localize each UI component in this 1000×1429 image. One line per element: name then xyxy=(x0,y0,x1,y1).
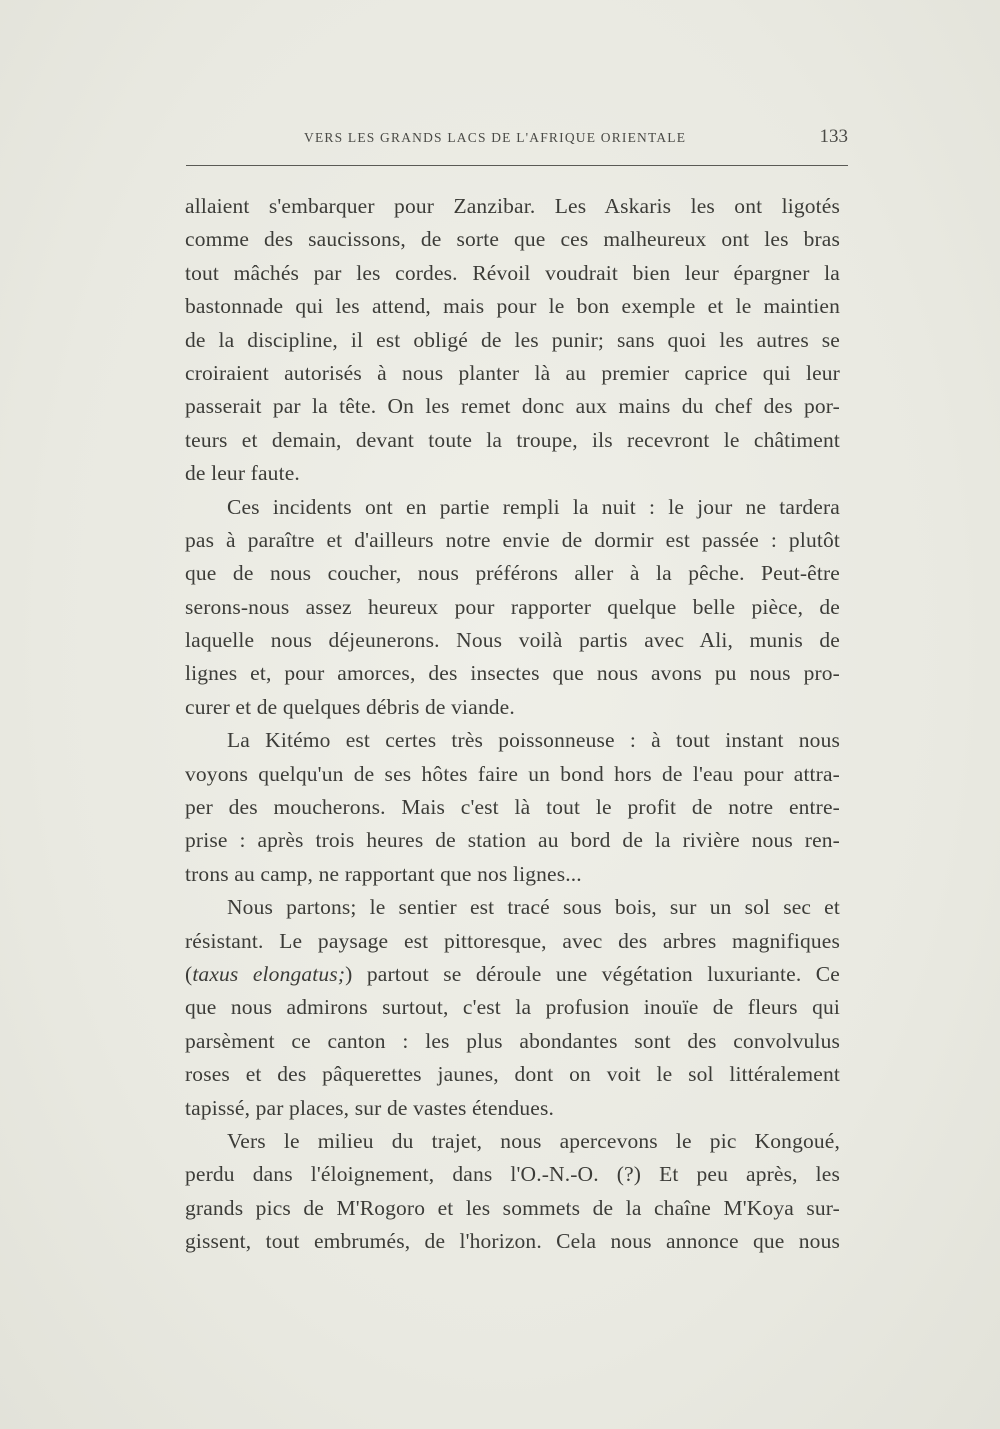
text-line: que de nous coucher, nous préférons aller à la pêche. Peut-être xyxy=(185,561,840,586)
text-line: laquelle nous déjeunerons. Nous voilà partis avec Ali, munis de xyxy=(185,628,840,653)
running-title: VERS LES GRANDS LACS DE L'AFRIQUE ORIENTALE xyxy=(304,130,687,145)
text-line: Nous partons; le sentier est tracé sous bois, sur un sol sec et xyxy=(227,895,840,920)
paragraph-5 xyxy=(185,1125,840,1259)
text-line: passerait par la tête. On les remet donc aux mains du chef des por- xyxy=(185,394,840,419)
text-line: résistant. Le paysage est pittoresque, avec des arbres magnifiques xyxy=(185,928,840,953)
header-rule xyxy=(186,165,848,166)
open-paren: ( xyxy=(185,961,193,986)
text-line: Ces incidents ont en partie rempli la nuit : le jour ne tardera xyxy=(227,494,840,519)
text-line: tout mâchés par les cordes. Révoil voudrait bien leur épargner la xyxy=(185,260,840,285)
text-line: trons au camp, ne rapportant que nos lignes... xyxy=(185,861,582,886)
text-line: tapissé, par places, sur de vastes étendues. xyxy=(185,1095,554,1120)
text-line: teurs et demain, devant toute la troupe, ils recevront le châtiment xyxy=(185,427,840,452)
text-line: de la discipline, il est obligé de les punir; sans quoi les autres se xyxy=(185,327,840,352)
text-line: per des moucherons. Mais c'est là tout le profit de notre entre- xyxy=(185,795,840,820)
paragraph-1 xyxy=(185,190,840,491)
paragraph-4 xyxy=(185,891,840,1125)
text-line: gissent, tout embrumés, de l'horizon. Cela nous annonce que nous xyxy=(185,1229,840,1254)
text-line: croiraient autorisés à nous planter là au premier caprice qui leur xyxy=(185,360,840,385)
text-line: roses et des pâquerettes jaunes, dont on voit le sol littéralement xyxy=(185,1062,840,1087)
text-line: grands pics de M'Rogoro et les sommets de la chaîne M'Koya sur- xyxy=(185,1195,840,1220)
text-line: lignes et, pour amorces, des insectes que nous avons pu nous pro- xyxy=(185,661,840,686)
text-line: bastonnade qui les attend, mais pour le bon exemple et le maintien xyxy=(185,294,840,319)
text-line: comme des saucissons, de sorte que ces malheureux ont les bras xyxy=(185,227,840,252)
paragraph-2 xyxy=(185,491,840,725)
text-line: La Kitémo est certes très poissonneuse : à tout instant nous xyxy=(227,728,840,753)
body-text xyxy=(185,190,840,1259)
page-number: 133 xyxy=(819,126,848,147)
text-line: voyons quelqu'un de ses hôtes faire un bond hors de l'eau pour attra- xyxy=(185,761,840,786)
running-head xyxy=(186,126,848,154)
text-line: pas à paraître et d'ailleurs notre envie de dormir est passée : plutôt xyxy=(185,527,840,552)
text-line: Vers le milieu du trajet, nous apercevons le pic Kongoué, xyxy=(227,1128,840,1153)
text-line: perdu dans l'éloignement, dans l'O.-N.-O. (?) Et peu après, les xyxy=(185,1162,840,1187)
text-line: curer et de quelques débris de viande. xyxy=(185,694,515,719)
text-run: ) partout se déroule une végétation luxuriante. Ce xyxy=(345,961,840,986)
paragraph-3 xyxy=(185,724,840,891)
latin-name: taxus elongatus; xyxy=(192,961,346,986)
text-line-with-italic xyxy=(185,958,840,991)
text-line: prise : après trois heures de station au bord de la rivière nous ren- xyxy=(185,828,840,853)
text-line: serons-nous assez heureux pour rapporter quelque belle pièce, de xyxy=(185,594,840,619)
text-line: que nous admirons surtout, c'est la profusion inouïe de fleurs qui xyxy=(185,995,840,1020)
text-line: parsèment ce canton : les plus abondantes sont des convolvulus xyxy=(185,1028,840,1053)
text-line: de leur faute. xyxy=(185,461,300,486)
text-line: allaient s'embarquer pour Zanzibar. Les Askaris les ont ligotés xyxy=(185,194,840,218)
